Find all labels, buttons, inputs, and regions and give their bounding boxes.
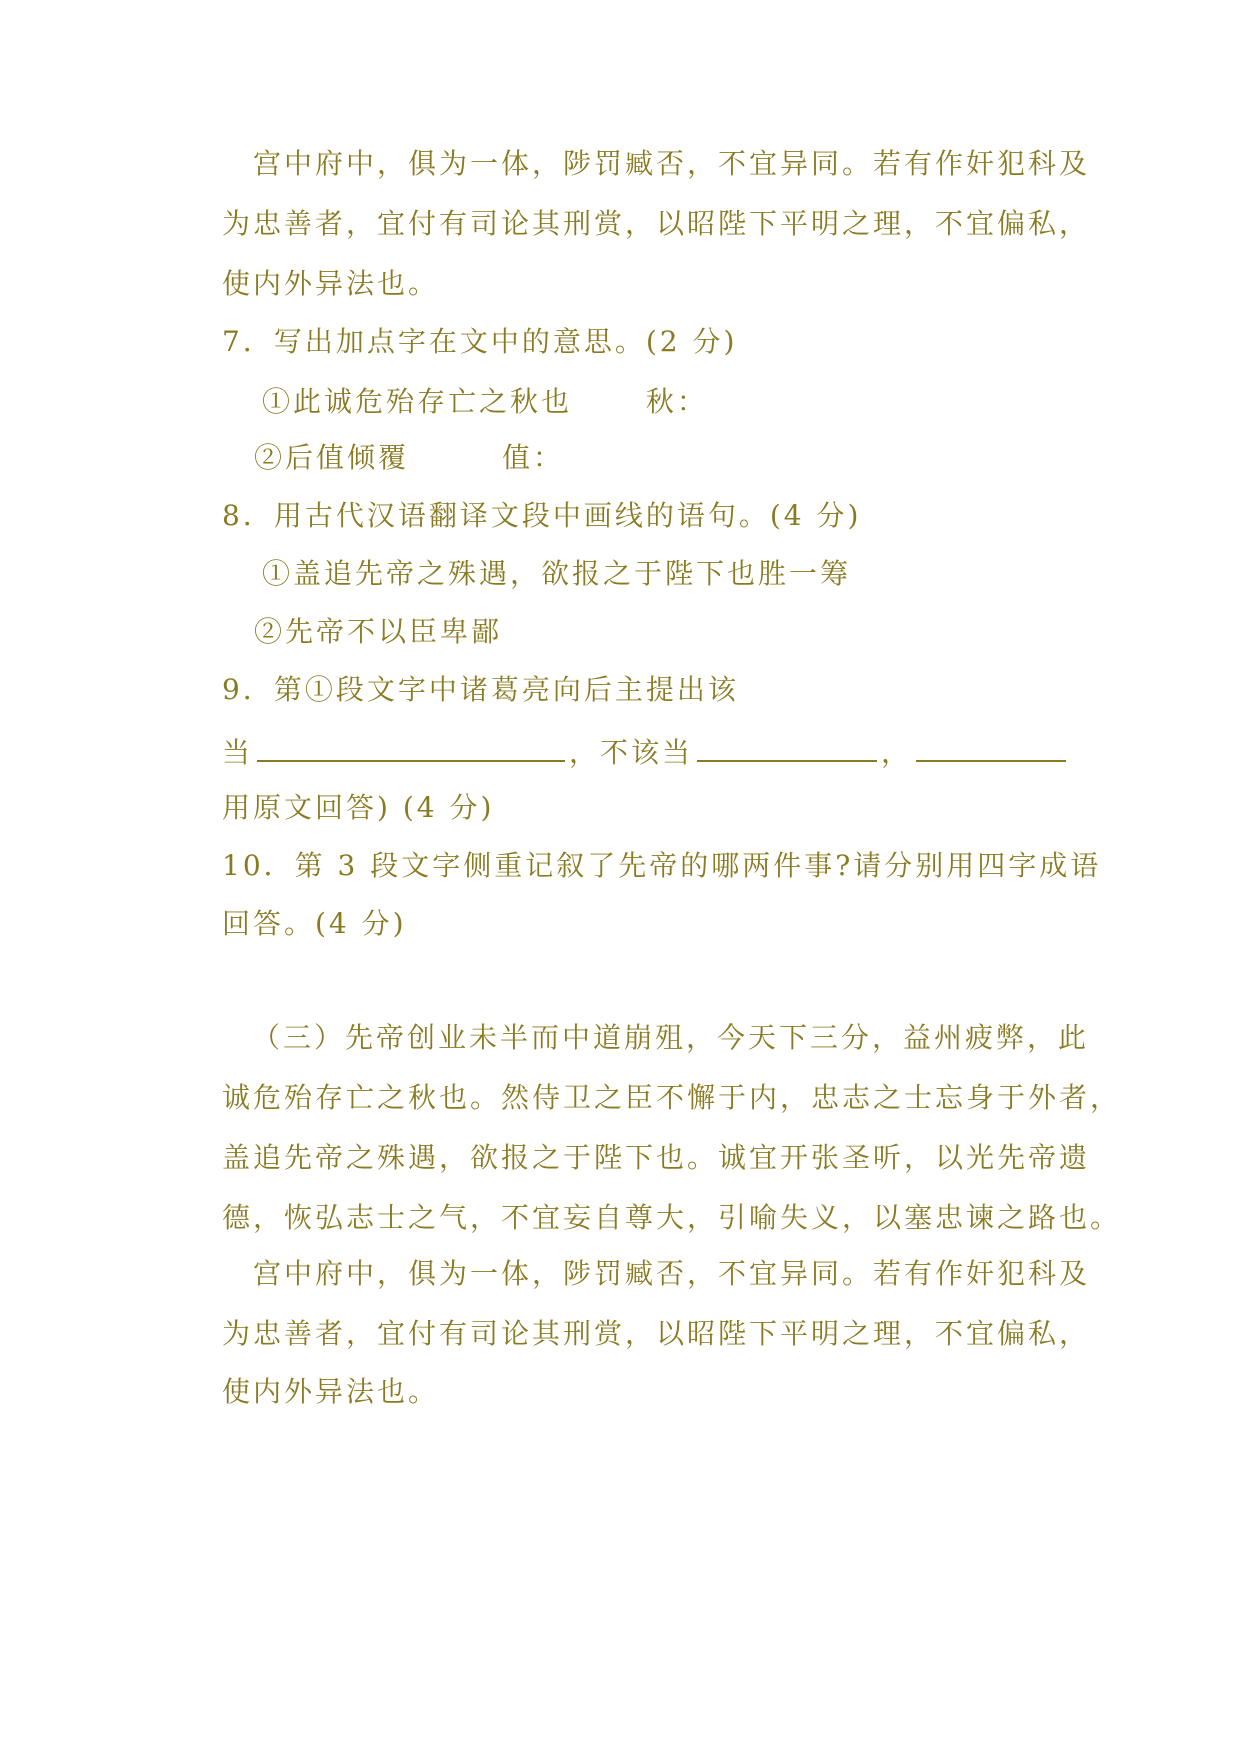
question-9-prefix: 当 bbox=[222, 736, 254, 769]
question-9-mid: ，不该当 bbox=[569, 736, 694, 769]
question-9-line-3: 用原文回答) (4 分) bbox=[222, 791, 495, 824]
passage-three-line-1: （三）先帝创业未半而中道崩殂，今天下三分，益州疲弊，此 bbox=[252, 1021, 1090, 1054]
passage-top-line-2: 为忠善者，宜付有司论其刑赏，以昭陛下平明之理，不宜偏私， bbox=[222, 207, 1091, 240]
question-7-item-1: ①此诚危殆存亡之秋也 秋： bbox=[262, 385, 708, 418]
question-8-item-2: ②先帝不以臣卑鄙 bbox=[254, 615, 503, 648]
answer-blank-1[interactable] bbox=[257, 730, 565, 762]
question-7-item-2: ②后值倾覆 值： bbox=[254, 441, 565, 474]
passage-three-line-6: 为忠善者，宜付有司论其刑赏，以昭陛下平明之理，不宜偏私， bbox=[222, 1317, 1091, 1350]
answer-blank-3[interactable] bbox=[916, 730, 1066, 762]
question-9-line-1: 9．第①段文字中诸葛亮向后主提出该 bbox=[222, 673, 739, 706]
question-7-title: 7．写出加点字在文中的意思。(2 分) bbox=[222, 325, 738, 358]
question-9-line-2 bbox=[222, 730, 1066, 773]
question-8-item-1: ①盖追先帝之殊遇，欲报之于陛下也胜一筹 bbox=[262, 557, 852, 590]
passage-top-line-1: 宫中府中，俱为一体，陟罚臧否，不宜异同。若有作奸犯科及 bbox=[222, 147, 1091, 180]
passage-three-line-7: 使内外异法也。 bbox=[222, 1375, 440, 1408]
question-9-comma: ， bbox=[881, 736, 913, 769]
passage-three-line-3: 盖追先帝之殊遇，欲报之于陛下也。诚宜开张圣听，以光先帝遗 bbox=[222, 1141, 1091, 1174]
passage-three-line-4: 德，恢弘志士之气，不宜妄自尊大，引喻失义，以塞忠谏之路也。 bbox=[222, 1201, 1122, 1234]
passage-top-line-3: 使内外异法也。 bbox=[222, 267, 440, 300]
question-10-line-2: 回答。(4 分) bbox=[222, 907, 407, 940]
passage-three-line-2: 诚危殆存亡之秋也。然侍卫之臣不懈于内，忠志之士忘身于外者， bbox=[222, 1081, 1122, 1114]
answer-blank-2[interactable] bbox=[697, 730, 877, 762]
question-10-line-1: 10．第 3 段文字侧重记叙了先帝的哪两件事?请分别用四字成语 bbox=[222, 849, 1102, 882]
question-8-title: 8．用古代汉语翻译文段中画线的语句。(4 分) bbox=[222, 499, 862, 532]
passage-three-line-5: 宫中府中，俱为一体，陟罚臧否，不宜异同。若有作奸犯科及 bbox=[222, 1257, 1091, 1290]
